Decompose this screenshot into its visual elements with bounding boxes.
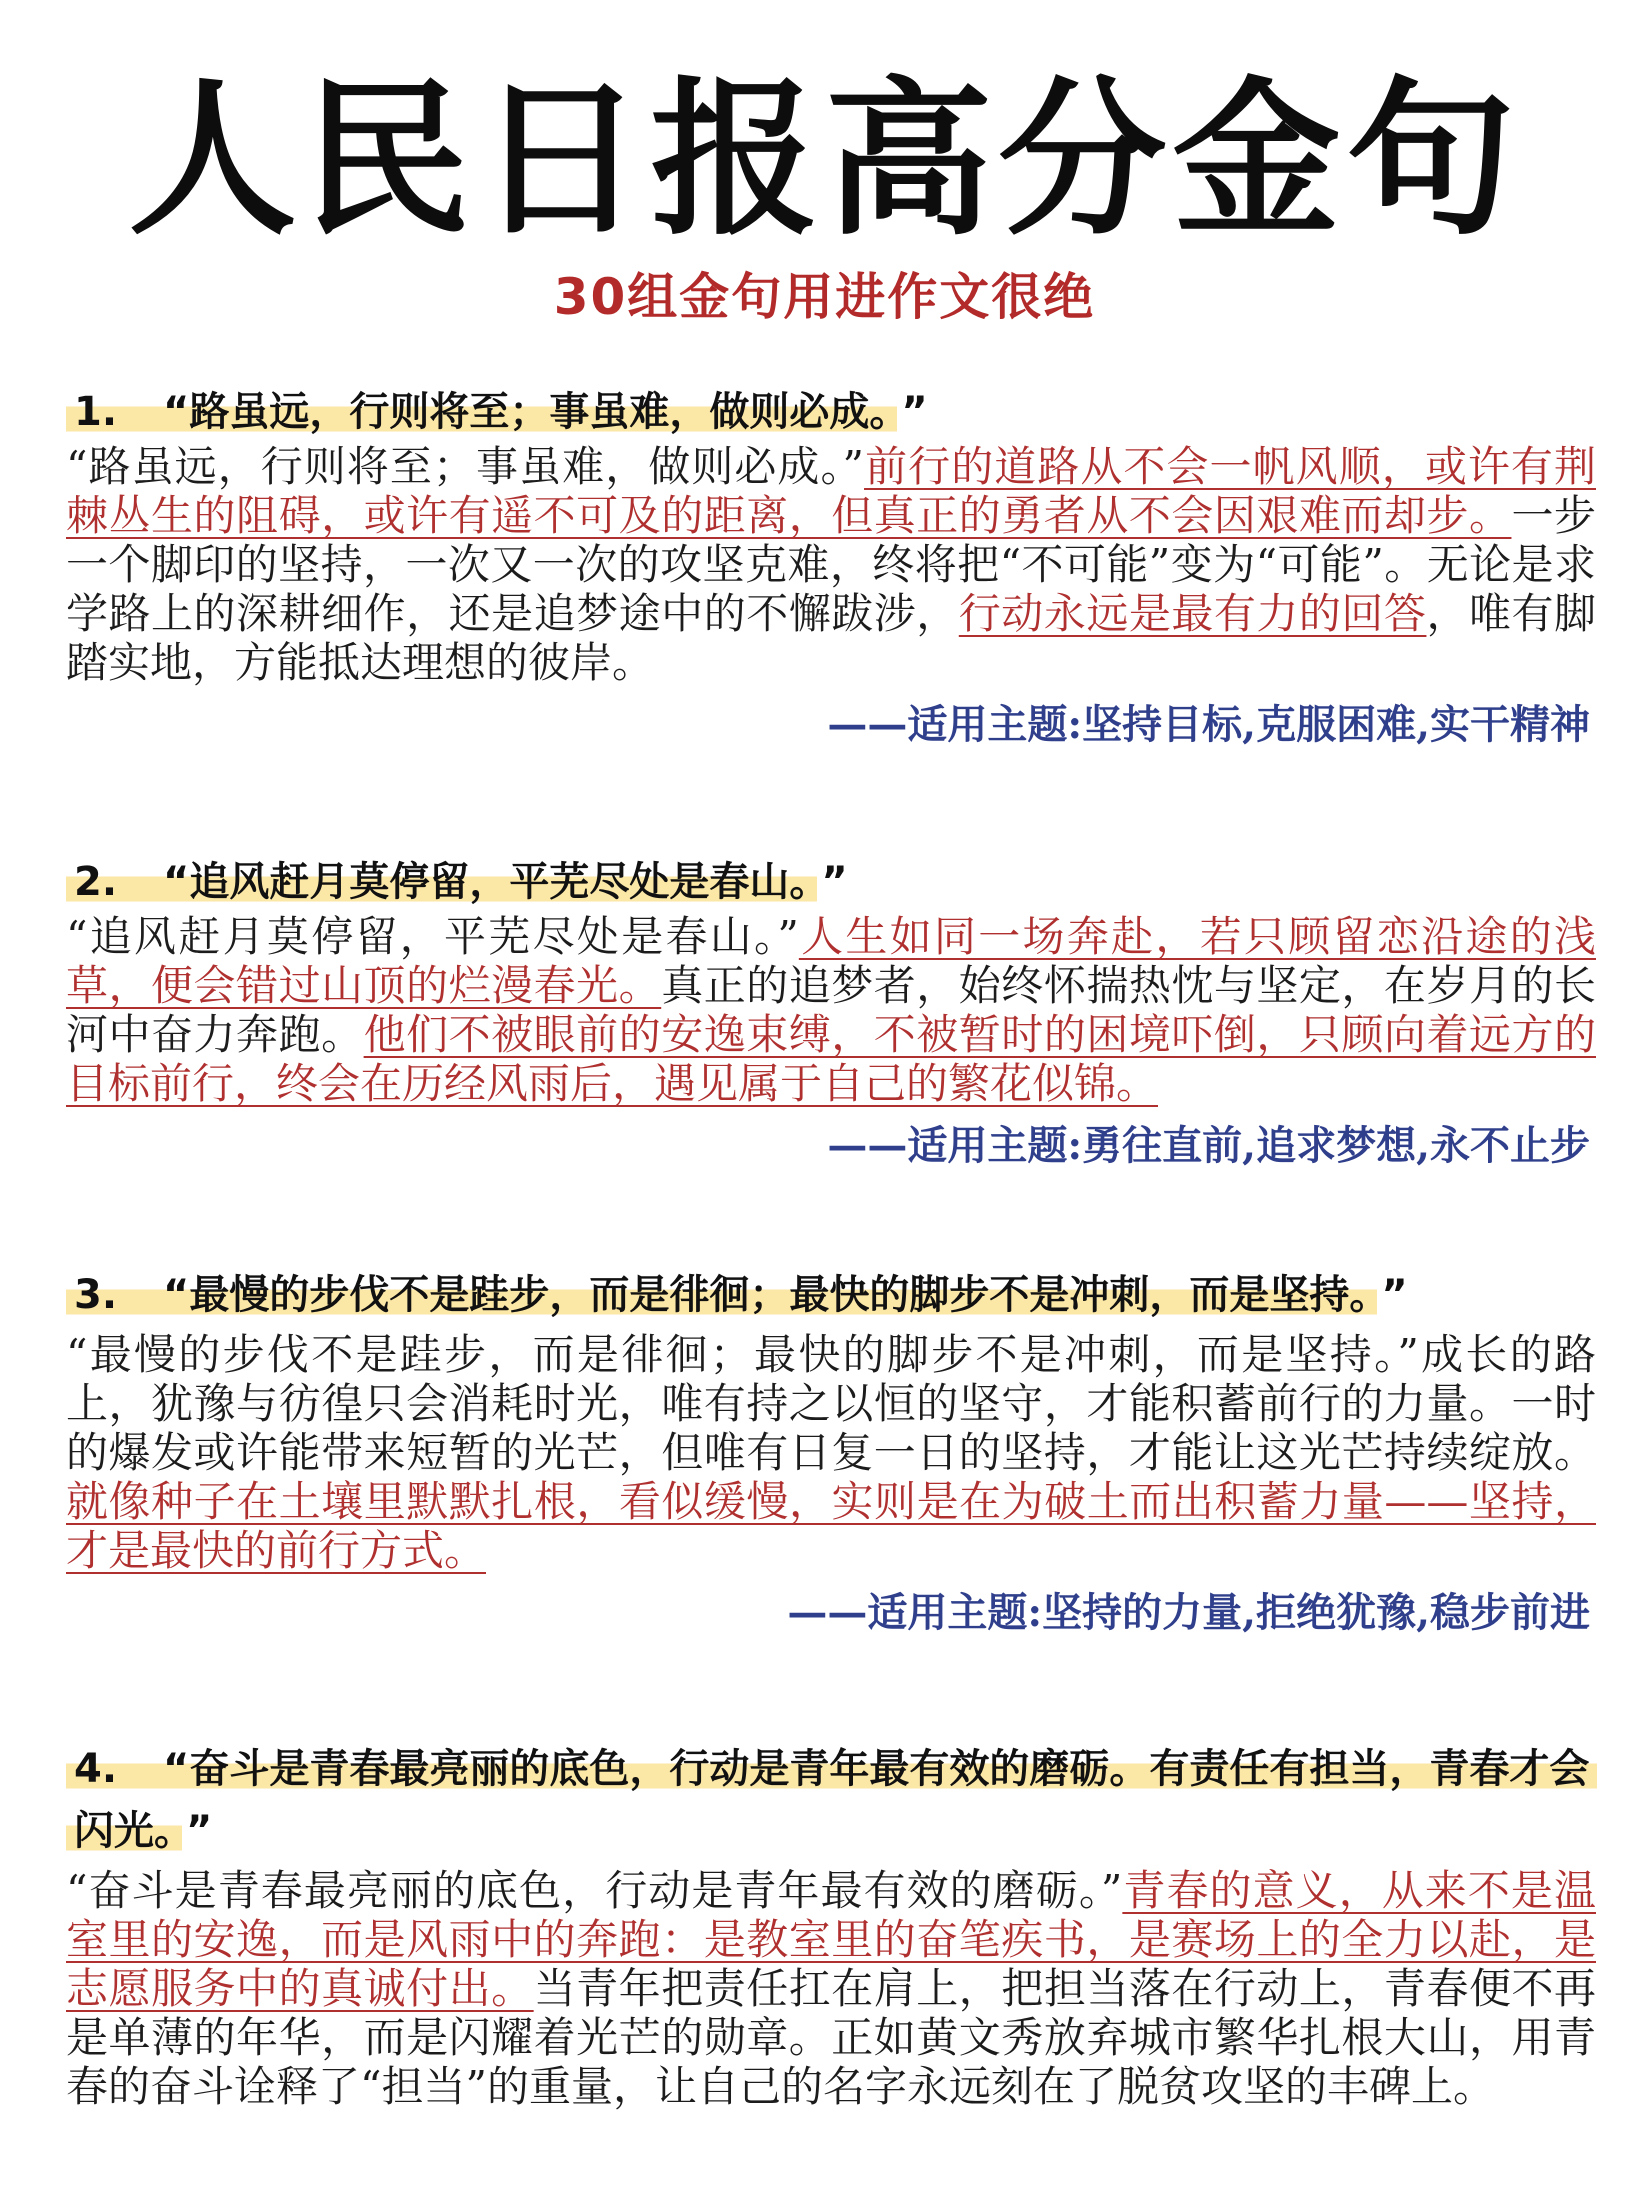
- quote-text: “追风赶月莫停留，平芜尽处是春山。: [163, 859, 810, 905]
- quote-section-4: [66, 1738, 1596, 2111]
- highlighted-text: 人生如同一场奔赴，若只顾留恋沿途的浅草，便会错过山顶的烂漫春光。: [66, 912, 1596, 1010]
- page-title: 人民日报高分金句: [128, 62, 1521, 258]
- highlighted-text: 前行的道路从不会一帆风顺，或许有荆棘丛生的阻碍，或许有遥不可及的距离，但真正的勇者从不会因艰难而却步。: [66, 442, 1596, 540]
- quote-close-mark: ”: [1381, 1272, 1408, 1318]
- highlighted-text: 就像种子在土壤里默默扎根，看似缓慢，实则是在为破土而出积蓄力量——坚持，才是最快的前行方式。: [66, 1477, 1596, 1575]
- quote-number: 1.: [74, 389, 118, 435]
- theme-tag: ——适用主题:坚持目标,克服困难,实干精神: [827, 701, 1590, 748]
- highlighted-text: 行动永远是最有力的回答: [958, 589, 1427, 638]
- theme-tag: ——适用主题:勇往直前,追求梦想,永不止步: [827, 1122, 1590, 1169]
- quote-body: [66, 442, 1596, 687]
- quote-section-3: [66, 1264, 1596, 1643]
- quote-heading: [66, 386, 1596, 438]
- body-lead: “路虽远，行则将至；事虽难，做则必成。”: [66, 442, 865, 491]
- body-text: 真正的追梦者，始终怀揣热忱与坚定，在岁月的长河中奋力奔跑。: [66, 961, 1596, 1059]
- highlighted-text: 青春的意义，从来不是温室里的安逸，而是风雨中的奔跑：是教室里的奋笔疾书，是赛场上的全力以赴，是志愿服务中的真诚付出。: [66, 1866, 1596, 2013]
- body-lead: “奋斗是青春最亮丽的底色，行动是青年最有效的磨砺。”: [66, 1866, 1123, 1915]
- body-text: 当青年把责任扛在肩上，把担当落在行动上，青春便不再是单薄的年华，而是闪耀着光芒的勋章。正如黄文秀放弃城市繁华扎根大山，用青春的奋斗诠释了“担当”的重量，让自己的名字永远刻在了脱贫攻坚的丰碑上。: [66, 1964, 1596, 2111]
- page-subtitle: 30组金句用进作文很绝: [553, 268, 1096, 326]
- quote-heading: [66, 856, 1596, 908]
- quote-body: [66, 1866, 1596, 2111]
- quote-text: “路虽远，行则将至；事虽难，做则必成。: [163, 389, 890, 435]
- quote-body: [66, 1330, 1596, 1575]
- quote-close-mark: ”: [821, 859, 848, 905]
- quote-heading: [66, 1738, 1596, 1862]
- quote-close-mark: ”: [186, 1808, 213, 1854]
- quote-heading: [66, 1264, 1596, 1326]
- highlighted-text: 他们不被眼前的安逸束缚，不被暂时的困境吓倒，只顾向着远方的目标前行，终会在历经风雨后，遇见属于自己的繁花似锦。: [66, 1010, 1596, 1108]
- quote-text: “奋斗是青春最亮丽的底色，行动是青年最有效的磨砺。有责任有担当，青春才会闪光。: [74, 1746, 1590, 1854]
- quote-number: 4.: [74, 1746, 118, 1792]
- body-text: ，唯有脚踏实地，方能抵达理想的彼岸。: [66, 589, 1596, 687]
- body-lead: “追风赶月莫停留，平芜尽处是春山。”: [66, 912, 799, 961]
- quote-number: 3.: [74, 1272, 118, 1318]
- quote-body: [66, 912, 1596, 1108]
- body-text: 成长的路上，犹豫与彷徨只会消耗时光，唯有持之以恒的坚守，才能积蓄前行的力量。一时的爆发或许能带来短暂的光芒，但唯有日复一日的坚持，才能让这光芒持续绽放。: [66, 1330, 1596, 1477]
- quote-text: “最慢的步伐不是跬步，而是徘徊；最快的脚步不是冲刺，而是坚持。: [163, 1272, 1370, 1318]
- quote-close-mark: ”: [901, 389, 928, 435]
- quote-number: 2.: [74, 859, 118, 905]
- body-lead: “最慢的步伐不是跬步，而是徘徊；最快的脚步不是冲刺，而是坚持。”: [66, 1330, 1419, 1379]
- quote-section-2: [66, 856, 1596, 1176]
- quote-section-1: [66, 386, 1596, 755]
- body-text: 一步一个脚印的坚持，一次又一次的攻坚克难，终将把“不可能”变为“可能”。无论是求学路上的深耕细作，还是追梦途中的不懈跋涉，: [66, 491, 1596, 638]
- theme-tag: ——适用主题:坚持的力量,拒绝犹豫,稳步前进: [787, 1589, 1590, 1636]
